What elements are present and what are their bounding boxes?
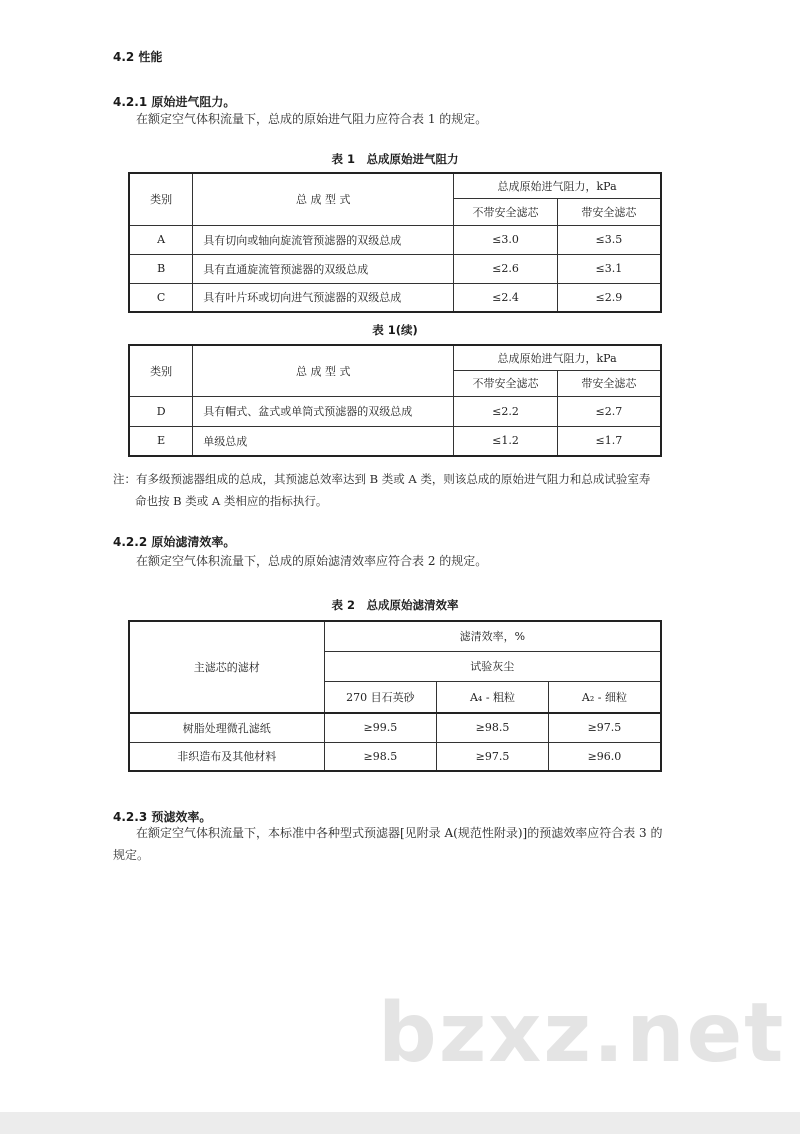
table-row bbox=[129, 225, 661, 254]
table1b-header-type: 总 成 型 式 bbox=[193, 345, 454, 396]
table-row bbox=[129, 426, 661, 456]
table1-cell-with: ≤2.9 bbox=[557, 283, 661, 312]
table2-header-efficiency: 滤清效率，% bbox=[324, 621, 661, 651]
site-watermark: bzxz.net bbox=[378, 986, 786, 1081]
table1b-cell-no: ≤1.2 bbox=[454, 426, 558, 456]
table1-cell-type: 具有叶片环或切向进气预滤器的双级总成 bbox=[193, 283, 454, 312]
section-4-2-heading: 4.2 性能 bbox=[113, 50, 163, 64]
table1b-header-with-safety: 带安全滤芯 bbox=[557, 370, 661, 396]
table1-note-line1: 注：有多级预滤器组成的总成，其预滤总效率达到 B 类或 A 类，则该总成的原始进气阻力和总成试验室寿 bbox=[113, 472, 651, 486]
table2-cell-material: 树脂处理微孔滤纸 bbox=[129, 713, 324, 742]
table1-header-type: 总 成 型 式 bbox=[193, 173, 454, 225]
table1-continued bbox=[128, 344, 662, 457]
table2-cell-c2: ≥97.5 bbox=[437, 742, 549, 771]
table2-header-col2: A₄ - 粗粒 bbox=[437, 681, 549, 713]
table1-cell-type: 具有直通旋流管预滤器的双级总成 bbox=[193, 254, 454, 283]
table1b-header-category: 类别 bbox=[129, 345, 193, 396]
section-4-2-3-text-line2: 规定。 bbox=[113, 848, 150, 862]
table1b-header-resistance: 总成原始进气阻力，kPa bbox=[454, 345, 661, 370]
table1b-cell-type: 具有帽式、盆式或单筒式预滤器的双级总成 bbox=[193, 396, 454, 426]
table1b-header-no-safety: 不带安全滤芯 bbox=[454, 370, 558, 396]
table1-header-resistance: 总成原始进气阻力，kPa bbox=[454, 173, 661, 198]
table2-caption: 表 2 总成原始滤清效率 bbox=[331, 598, 459, 612]
page-bottom-band bbox=[0, 1112, 800, 1134]
table1-cell-no: ≤2.4 bbox=[454, 283, 558, 312]
table-row bbox=[129, 396, 661, 426]
table2-header-dust: 试验灰尘 bbox=[324, 651, 661, 681]
table-row bbox=[129, 283, 661, 312]
table2 bbox=[128, 620, 662, 772]
table1b-cell-cat: E bbox=[129, 426, 193, 456]
table1-cell-cat: C bbox=[129, 283, 193, 312]
table2-cell-material: 非织造布及其他材料 bbox=[129, 742, 324, 771]
section-4-2-3-text-line1: 在额定空气体积流量下，本标准中各种型式预滤器[见附录 A(规范性附录)]的预滤效率应符合表 3 的 bbox=[136, 826, 663, 840]
table2-cell-c3: ≥96.0 bbox=[548, 742, 661, 771]
table2-cell-c2: ≥98.5 bbox=[437, 713, 549, 742]
table1b-cell-no: ≤2.2 bbox=[454, 396, 558, 426]
table1-header-no-safety: 不带安全滤芯 bbox=[454, 198, 558, 225]
table2-cell-c3: ≥97.5 bbox=[548, 713, 661, 742]
table2-cell-c1: ≥99.5 bbox=[324, 713, 437, 742]
table1b-caption: 表 1(续) bbox=[372, 323, 418, 337]
table1-cell-cat: A bbox=[129, 225, 193, 254]
table1-cell-with: ≤3.5 bbox=[557, 225, 661, 254]
table1-note-line2: 命也按 B 类或 A 类相应的指标执行。 bbox=[135, 494, 328, 508]
table-row bbox=[129, 713, 661, 742]
table-row bbox=[129, 742, 661, 771]
section-4-2-1-heading: 4.2.1 原始进气阻力。 bbox=[113, 95, 236, 109]
table1-cell-cat: B bbox=[129, 254, 193, 283]
table1b-cell-type: 单级总成 bbox=[193, 426, 454, 456]
table2-header-material: 主滤芯的滤材 bbox=[129, 621, 324, 713]
table2-header-col3: A₂ - 细粒 bbox=[548, 681, 661, 713]
table1-cell-no: ≤3.0 bbox=[454, 225, 558, 254]
table1-cell-with: ≤3.1 bbox=[557, 254, 661, 283]
table1b-cell-with: ≤2.7 bbox=[557, 396, 661, 426]
table1-cell-type: 具有切向或轴向旋流管预滤器的双级总成 bbox=[193, 225, 454, 254]
table1-cell-no: ≤2.6 bbox=[454, 254, 558, 283]
table1-header-category: 类别 bbox=[129, 173, 193, 225]
section-4-2-1-text: 在额定空气体积流量下，总成的原始进气阻力应符合表 1 的规定。 bbox=[136, 112, 488, 126]
table2-header-col1: 270 目石英砂 bbox=[324, 681, 437, 713]
table-row bbox=[129, 254, 661, 283]
section-4-2-2-heading: 4.2.2 原始滤清效率。 bbox=[113, 535, 236, 549]
section-4-2-3-heading: 4.2.3 预滤效率。 bbox=[113, 810, 212, 824]
section-4-2-2-text: 在额定空气体积流量下，总成的原始滤清效率应符合表 2 的规定。 bbox=[136, 554, 488, 568]
table1 bbox=[128, 172, 662, 313]
table1b-cell-cat: D bbox=[129, 396, 193, 426]
table1b-cell-with: ≤1.7 bbox=[557, 426, 661, 456]
table2-cell-c1: ≥98.5 bbox=[324, 742, 437, 771]
table1-header-with-safety: 带安全滤芯 bbox=[557, 198, 661, 225]
table1-caption: 表 1 总成原始进气阻力 bbox=[331, 152, 459, 166]
